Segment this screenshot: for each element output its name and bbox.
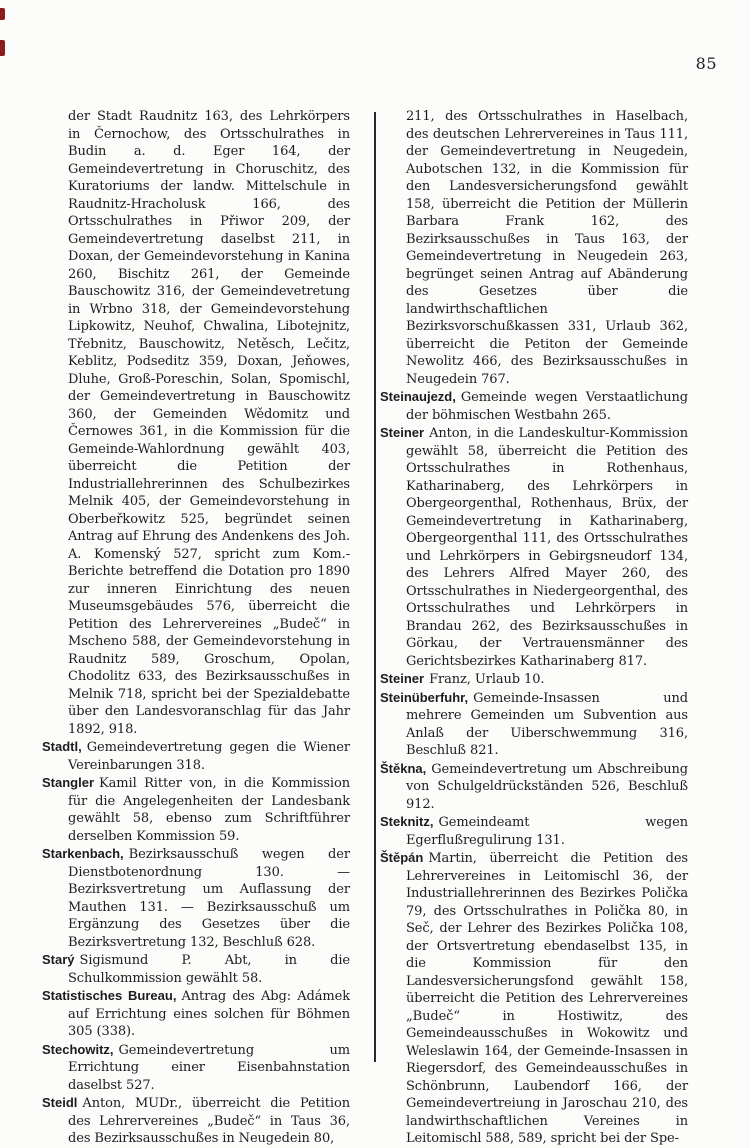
index-entry <box>42 987 350 1041</box>
entry-headword: Štěkna, <box>380 760 427 776</box>
index-entry <box>42 1094 350 1148</box>
index-entry <box>42 845 350 951</box>
entry-headword: Steiner <box>380 425 425 440</box>
index-entry <box>42 774 350 845</box>
entry-headword: Steinaujezd, <box>380 389 456 404</box>
red-edge-mark <box>0 8 5 20</box>
entry-headword: Stechowitz, <box>42 1041 114 1057</box>
page-number: 85 <box>695 54 717 73</box>
continuation-paragraph: 211, des Ortsschulrathes in Haselbach, des deutschen Lehrervereines in Taus 111, der Gemeindevertretung in Neugedein, Aubotschen 132, in die Kommission für den Landesversicherungsfond gewählt 158, überreicht die Petition der Müllerin Barbara Frank 162, des Bezirksausschußes in Taus 163, der Gemeindevertretung in Neugedein 263, begrünget seinen Antrag auf Abänderung des Gesetzes über die landwirthschaftlichen Bezirksvorschußkassen 331, Urlaub 362, überreicht die Petiton der Gemeinde Newolitz 466, des Bezirksausschußes in Neugedein 767. <box>406 109 688 387</box>
entry-text: Gemeinde wegen Verstaatlichung der böhmischen Westbahn 265. <box>406 390 688 423</box>
index-entry <box>42 951 350 987</box>
index-entry <box>380 760 688 814</box>
left-entry-list <box>42 738 350 1148</box>
entry-text: Gemeindevertretung um Abschreibung von Schulgeldrückständen 526, Beschluß 912. <box>406 761 688 812</box>
entry-headword: Starý <box>42 952 75 967</box>
entry-text: Gemeindevertretung um Errichtung einer Eisenbahnstation daselbst 527. <box>68 1042 350 1093</box>
entry-headword: Starkenbach, <box>42 846 124 861</box>
left-column <box>42 108 350 1148</box>
right-column <box>380 108 688 1148</box>
entry-text: Sigismund P. Abt, in die Schulkommission gewählt 58. <box>68 953 350 986</box>
index-entry <box>380 813 688 849</box>
index-entry <box>380 424 688 670</box>
red-edge-mark <box>0 40 5 56</box>
entry-text: Anton, in die Landeskultur-Kommission gewählt 58, überreicht die Petition des Ortsschulrathes in Rothenhaus, Katharinaberg, des Lehrkörpers in Obergeorgenthal, Rothenhaus, Brüx, der Gemeindevertretung in Katharinaberg, Obergeorgenthal 111, des Ortsschulrathes und Lehrkörpers in Gebirgsneudorf 134, des Lehrers Alfred Mayer 260, des Ortsschulrathes in Niedergeorgenthal, des Ortsschulrathes und Lehrkörpers in Brandau 262, des Bezirksausschußes in Görkau, der Vertrauensmänner des Gerichtsbezirkes Katharinaberg 817. <box>406 426 688 669</box>
entry-text: Gemeinde-Insassen und mehrere Gemeinden um Subvention aus Anlaß der Uiberschwemmung 316, Beschluß 821. <box>406 690 688 758</box>
entry-text: Antrag des Abg: Adámek auf Errichtung eines solchen für Böhmen 305 (338). <box>68 989 350 1039</box>
entry-headword: Stadtl, <box>42 739 82 754</box>
entry-text: Anton, MUDr., überreicht die Petition des Lehrervereines „Budeč“ in Taus 36, des Bezirksausschußes in Neugedein 80, <box>68 1096 350 1146</box>
entry-headword: Steinüberfuhr, <box>380 689 469 705</box>
continuation-paragraph: der Stadt Raudnitz 163, des Lehrkörpers in Černochow, des Ortsschulrathes in Budin a. d. Eger 164, der Gemeindevertretung in Choruschitz, des Kuratoriums der landw. Mittelschule in Raudnitz-Hracholusk 166, des Ortsschulrathes in Přiwor 209, der Gemeindevertretung daselbst 211, in Doxan, der Gemeindevorstehung in Kanina 260, Bischitz 261, der Gemeinde Bauschowitz 316, der Gemeindevetretung in Wrbno 318, der Gemeindevorstehung Lipkowitz, Neuhof, Chwalina, Libotejnitz, Třebnitz, Bauschowitz, Netěsch, Lečitz, Keblitz, Podseditz 359, Doxan, Jeňowes, Dluhe, Groß-Poreschin, Solan, Spomischl, der Gemeindevertretung in Bauschowitz 360, der Gemeinden Wědomitz und Černowes 361, in die Kommission für die Gemeinde-Wahlordnung gewählt 403, überreicht die Petition der Industriallehrerinnen des Schulbezirkes Melnik 405, der Gemeindevorstehung in Oberbeřkowitz 525, begründet seinen Antrag auf Ehrung des Andenkens des Joh. A. Komenský 527, spricht zum Kom.-Berichte betreffend die Dotation pro 1890 zur inneren Einrichtung des neuen Museumsgebäudes 576, überreicht die Petition des Lehrervereines „Budeč“ in Mscheno 588, der Gemeindevorstehung in Raudnitz 589, Groschum, Opolan, Chodolitz 633, des Bezirksausschußes in Melnik 718, spricht bei der Spezialdebatte über den Landesvoranschlag für das Jahr 1892, 918. <box>68 109 350 737</box>
index-entry <box>380 689 688 760</box>
entry-headword: Steidl <box>42 1095 78 1110</box>
entry-text: Kamil Ritter von, in die Kommission für die Angelegenheiten der Landesbank gewählt 58, ebenso zum Schriftführer derselben Kommission 59. <box>68 776 350 844</box>
entry-headword: Steiner <box>380 671 425 686</box>
index-entry <box>42 738 350 774</box>
entry-text: Gemeindeamt wegen Egerflußregulirung 131. <box>406 815 688 848</box>
entry-text: Franz, Urlaub 10. <box>429 672 545 687</box>
right-entry-list <box>380 388 688 1148</box>
entry-headword: Statistisches Bureau, <box>42 988 177 1003</box>
index-entry <box>380 388 688 424</box>
index-entry <box>380 670 688 689</box>
entry-headword: Stangler <box>42 775 95 790</box>
column-divider-rule <box>374 112 376 1062</box>
index-entry <box>380 849 688 1148</box>
entry-text: Gemeindevertretung gegen die Wiener Vereinbarungen 318. <box>68 740 350 773</box>
index-entry <box>42 1041 350 1095</box>
entry-text: Bezirksausschuß wegen der Dienstbotenordnung 130. — Bezirksvertretung um Auflassung der Mauthen 131. — Bezirksausschuß um Ergänzung des Gesetzes über die Bezirksvertretung 132, Beschluß 628. <box>68 847 350 950</box>
entry-headword: Štěpán <box>380 850 424 865</box>
entry-headword: Steknitz, <box>380 814 434 829</box>
entry-text: Martin, überreicht die Petition des Lehrervereines in Leitomischl 36, der Industriallehrerinnen des Bezirkes Polička 79, des Ortsschulrathes in Polička 80, in Seč, der Lehrer des Bezirkes Polička 108, der Ortsvertretung ebendaselbst 135, in die Kommission für den Landesversicherungsfond gewählt 158, überreicht die Petition des Lehrervereines „Budeč“ in Hostiwitz, des Gemeindeausschußes in Wokowitz und Weleslawin 164, der Gemeinde-Insassen in Riegersdorf, des Gemeindeausschußes in Schönbrunn, Laubendorf 166, der Gemeindevertreiung in Jaroschau 210, des landwirthschaftlichen Vereines in Leitomischl 588, 589, spricht bei der Spe- <box>406 851 688 1146</box>
